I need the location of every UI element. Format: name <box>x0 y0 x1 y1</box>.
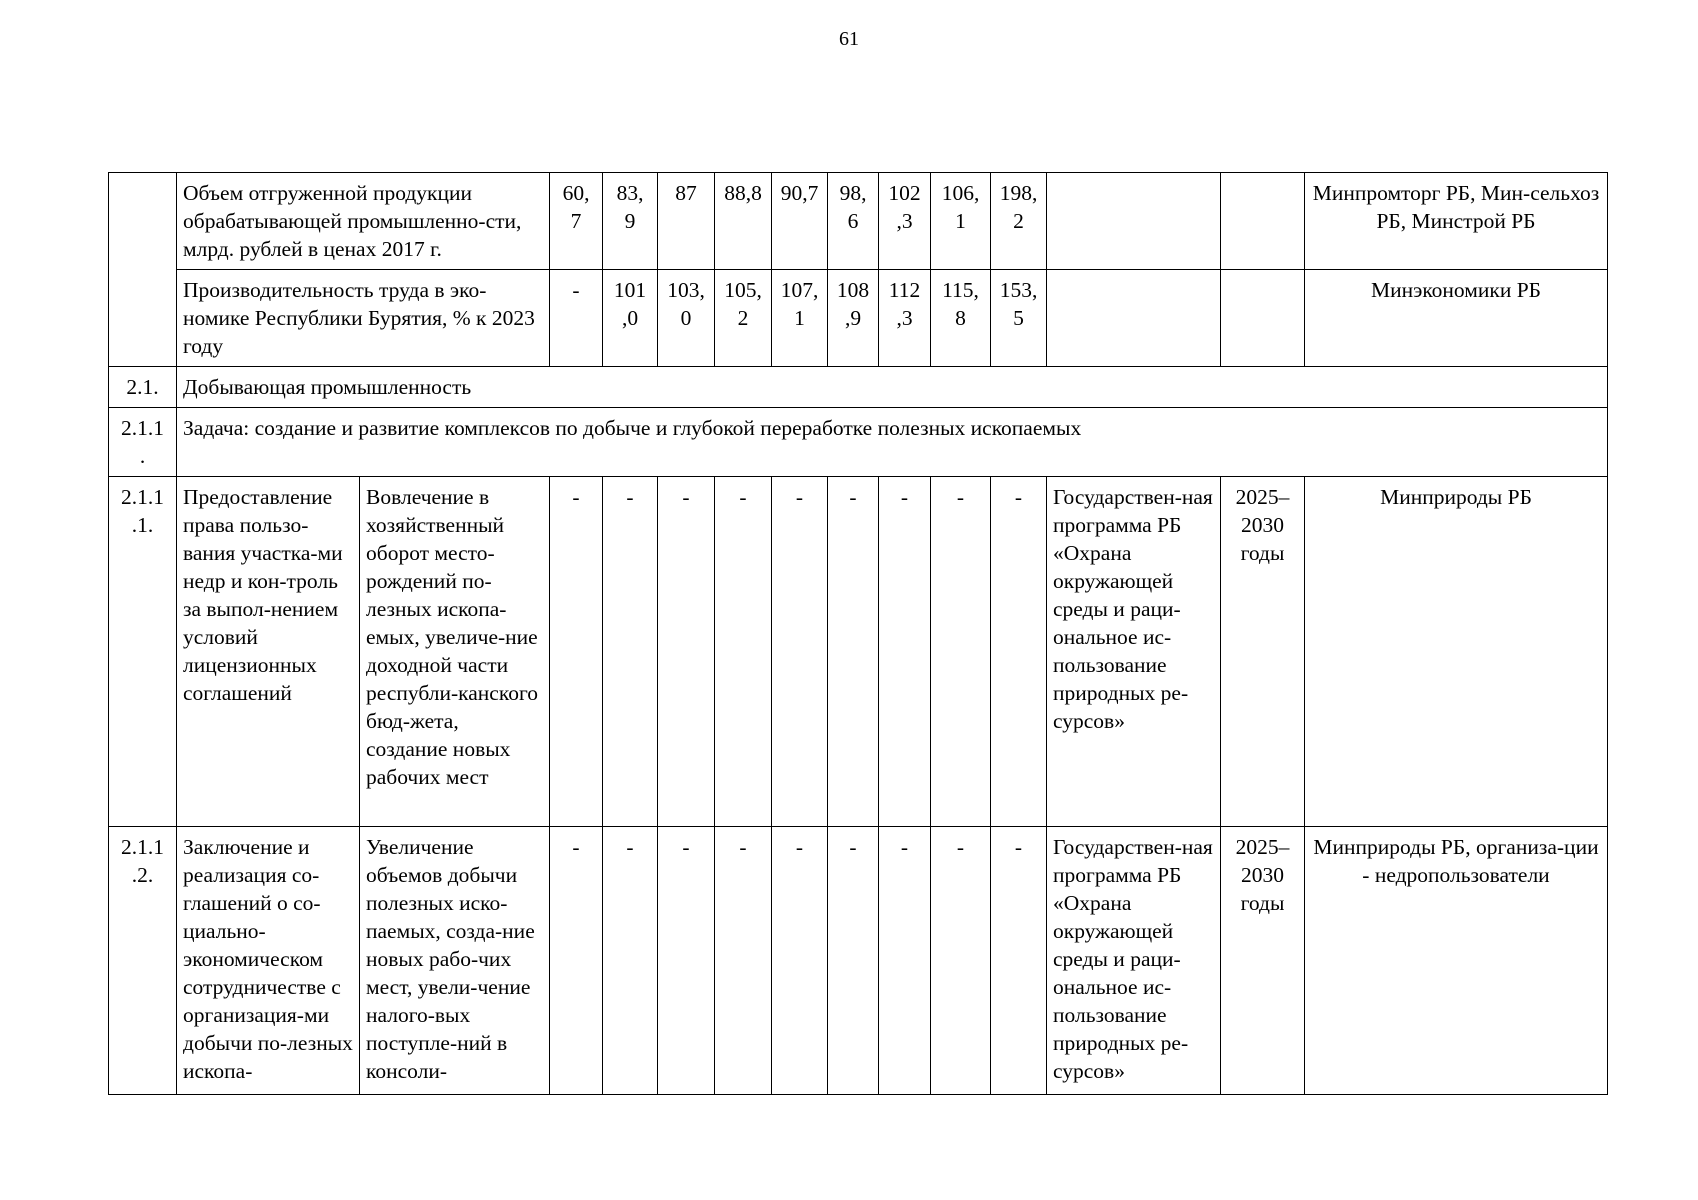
responsible-cell: Минэкономики РБ <box>1305 270 1608 367</box>
result-cell: Вовлечение в хозяйственный оборот место-рождений по-лезных ископа-емых, увеличе-ние доходной части республи-канского бюд-жета, создание новых рабочих мест <box>360 477 550 827</box>
period-cell <box>1221 270 1305 367</box>
row-id-cell: 2.1.1 .1. <box>109 477 177 827</box>
task-title: Задача: создание и развитие комплексов по добыче и глубокой переработке полезных ископаемых <box>177 408 1608 477</box>
value-cell: 90,7 <box>772 173 828 270</box>
responsible-cell: Минприроды РБ <box>1305 477 1608 827</box>
table-row <box>109 827 1608 1095</box>
value-cell: 103, 0 <box>658 270 715 367</box>
value-cell: 87 <box>658 173 715 270</box>
table-row <box>109 173 1608 270</box>
value-cell: - <box>772 827 828 1095</box>
value-cell: 198, 2 <box>991 173 1047 270</box>
value-cell: - <box>931 827 991 1095</box>
value-cell: 60, 7 <box>550 173 603 270</box>
value-cell: - <box>828 477 879 827</box>
value-cell: - <box>879 827 931 1095</box>
table-row <box>109 270 1608 367</box>
page-number: 61 <box>839 28 859 50</box>
result-cell: Увеличение объемов добычи полезных иско-паемых, созда-ние новых рабо-чих мест, увели-чение налого-вых поступле-ний в консоли- <box>360 827 550 1095</box>
value-cell: - <box>772 477 828 827</box>
value-cell: - <box>879 477 931 827</box>
value-cell: - <box>658 477 715 827</box>
row-id-cell <box>109 173 177 367</box>
value-cell: 83, 9 <box>603 173 658 270</box>
value-cell: - <box>931 477 991 827</box>
value-cell: - <box>715 827 772 1095</box>
value-cell: - <box>991 827 1047 1095</box>
task-row <box>109 408 1608 477</box>
value-cell: - <box>550 270 603 367</box>
value-cell: 107, 1 <box>772 270 828 367</box>
table-row <box>109 477 1608 827</box>
value-cell: 112 ,3 <box>879 270 931 367</box>
period-cell: 2025– 2030 годы <box>1221 827 1305 1095</box>
row-id-cell: 2.1.1 . <box>109 408 177 477</box>
measure-cell: Заключение и реализация со-глашений о со-циально-экономическом сотрудничестве с организация-ми добычи по-лезных ископа- <box>177 827 360 1095</box>
measure-cell: Предоставление права пользо-вания участка-ми недр и кон-троль за выпол-нением условий лицензионных соглашений <box>177 477 360 827</box>
value-cell: - <box>715 477 772 827</box>
row-id-cell: 2.1. <box>109 367 177 408</box>
value-cell: 88,8 <box>715 173 772 270</box>
value-cell: 153, 5 <box>991 270 1047 367</box>
period-cell <box>1221 173 1305 270</box>
value-cell: 115, 8 <box>931 270 991 367</box>
program-cell <box>1047 270 1221 367</box>
responsible-cell: Минприроды РБ, организа-ции - недропользователи <box>1305 827 1608 1095</box>
value-cell: 98, 6 <box>828 173 879 270</box>
value-cell: - <box>550 477 603 827</box>
value-cell: - <box>603 477 658 827</box>
section-row <box>109 367 1608 408</box>
period-cell: 2025– 2030 годы <box>1221 477 1305 827</box>
section-title: Добывающая промышленность <box>177 367 1608 408</box>
value-cell: 106, 1 <box>931 173 991 270</box>
value-cell: 102 ,3 <box>879 173 931 270</box>
value-cell: - <box>991 477 1047 827</box>
value-cell: - <box>603 827 658 1095</box>
responsible-cell: Минпромторг РБ, Мин-сельхоз РБ, Минстрой РБ <box>1305 173 1608 270</box>
value-cell: - <box>658 827 715 1095</box>
value-cell: 101 ,0 <box>603 270 658 367</box>
value-cell: - <box>828 827 879 1095</box>
indicator-name: Производительность труда в эко-номике Республики Бурятия, % к 2023 году <box>177 270 550 367</box>
indicator-name: Объем отгруженной продукции обрабатывающей промышленно-сти, млрд. рублей в ценах 2017 г. <box>177 173 550 270</box>
row-id-cell: 2.1.1 .2. <box>109 827 177 1095</box>
program-cell: Государствен-ная программа РБ «Охрана окружающей среды и раци-ональное ис-пользование природных ре-сурсов» <box>1047 827 1221 1095</box>
value-cell: 108 ,9 <box>828 270 879 367</box>
program-cell: Государствен-ная программа РБ «Охрана окружающей среды и раци-ональное ис-пользование природных ре-сурсов» <box>1047 477 1221 827</box>
value-cell: - <box>550 827 603 1095</box>
program-cell <box>1047 173 1221 270</box>
plan-table <box>108 172 1608 1095</box>
value-cell: 105, 2 <box>715 270 772 367</box>
